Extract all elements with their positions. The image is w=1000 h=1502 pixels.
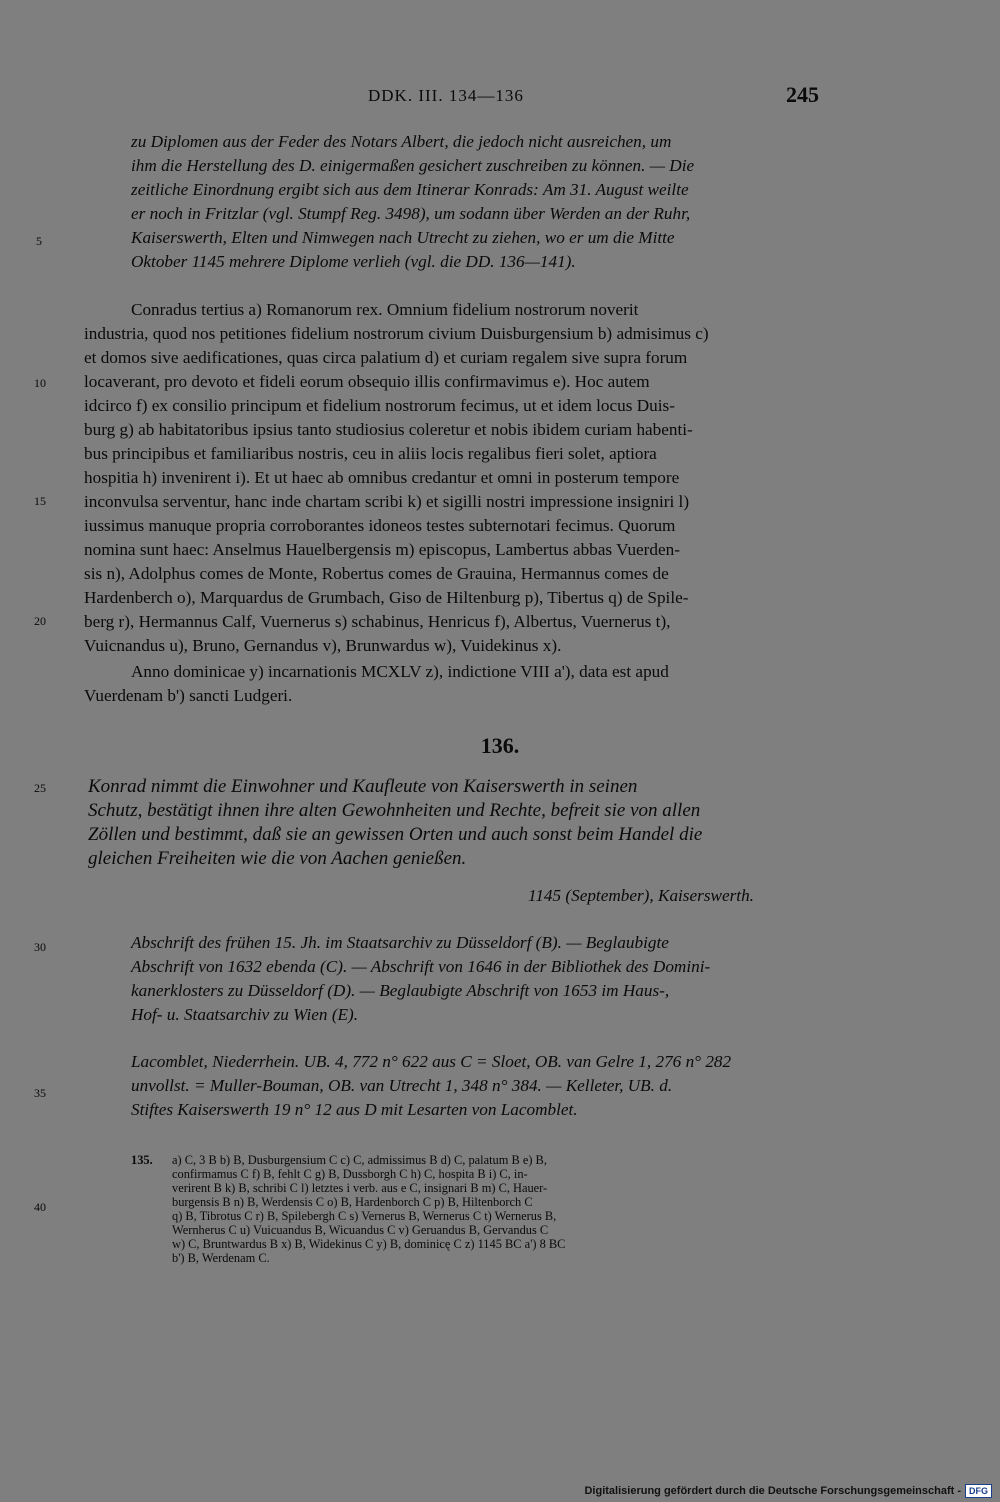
line-number: 40 — [34, 1200, 46, 1214]
text-line: Conradus tertius a) Romanorum rex. Omnium fidelium nostrorum noverit — [131, 300, 639, 319]
intro-line: zeitliche Einordnung ergibt sich aus dem Itinerar Konrads: Am 31. August weilte — [131, 180, 689, 199]
intro-line: er noch in Fritzlar (vgl. Stumpf Reg. 3498), um sodann über Werden an der Ruhr, — [131, 204, 691, 223]
text-line: locaverant, pro devoto et fideli eorum obsequio illis confirmavimus e). Hoc autem — [84, 372, 650, 391]
footnote-line: a) C, 3 B b) B, Dusburgensium C c) C, admissimus B d) C, palatum B e) B, — [172, 1153, 547, 1167]
line-number: 30 — [34, 940, 46, 954]
regest-line: gleichen Freiheiten wie die von Aachen genießen. — [88, 848, 467, 869]
text-line: inconvulsa serventur, hanc inde chartam scribi k) et sigilli nostri impressione insigniri l) — [84, 492, 690, 511]
text-line: burg g) ab habitatoribus ipsius tanto studiosius coleretur et nobis ibidem curiam habenti- — [84, 420, 693, 439]
tradition-line: Abschrift von 1632 ebenda (C). — Abschrift von 1646 in der Bibliothek des Domini- — [131, 957, 711, 976]
intro-line: Kaiserswerth, Elten und Nimwegen nach Utrecht zu ziehen, wo er um die Mitte — [131, 228, 675, 247]
anno-line: Anno dominicae y) incarnationis MCXLV z), indictione VIII a'), data est apud — [131, 662, 669, 681]
line-number: 15 — [34, 494, 46, 508]
digitization-footer — [584, 1484, 992, 1498]
literature-line: Lacomblet, Niederrhein. UB. 4, 772 n° 622 aus C = Sloet, OB. van Gelre 1, 276 n° 282 — [131, 1052, 732, 1071]
tradition-line: Hof- u. Staatsarchiv zu Wien (E). — [131, 1005, 359, 1024]
text-line: bus principibus et familiaribus nostris, ceu in aliis locis regalibus fieri solet, aptiora — [84, 444, 657, 463]
text-line: berg r), Hermannus Calf, Vuernerus s) schabinus, Henricus f), Albertus, Vuernerus t), — [84, 612, 671, 631]
tradition-line: kanerklosters zu Düsseldorf (D). — Beglaubigte Abschrift von 1653 im Haus-, — [131, 981, 670, 1000]
footnote-line: b') B, Werdenam C. — [172, 1251, 270, 1265]
text-line: nomina sunt haec: Anselmus Hauelbergensis m) episcopus, Lambertus abbas Vuerden- — [84, 540, 680, 559]
line-number: 35 — [34, 1086, 46, 1100]
document-number: 136. — [480, 733, 520, 758]
intro-line: Oktober 1145 mehrere Diplome verlieh (vgl. die DD. 136—141). — [131, 252, 576, 271]
dating-line: 1145 (September), Kaiserswerth. — [528, 886, 754, 905]
literature-line: unvollst. = Muller-Bouman, OB. van Utrecht 1, 348 n° 384. — Kelleter, UB. d. — [131, 1076, 673, 1095]
footnote-line: confirmamus C f) B, fehlt C g) B, Dussborgh C h) C, hospita B i) C, in- — [172, 1167, 528, 1181]
footnote-line: q) B, Tibrotus C r) B, Spilebergh C s) Vernerus B, Wernerus C t) Wernerus B, — [172, 1209, 557, 1223]
line-number: 5 — [36, 234, 42, 248]
footnote-line: verirent B k) B, schribi C l) letztes i verb. aus e C, insignari B m) C, Hauer- — [172, 1181, 548, 1195]
footnote-label: 135. — [131, 1153, 153, 1167]
dfg-logo-icon[interactable]: DFG — [965, 1484, 992, 1498]
footnote-line: Wernherus C u) Vuicuandus B, Wicuandus C v) Geruandus B, Gervandus C — [172, 1223, 549, 1237]
text-line: et domos sive aedificationes, quas circa palatium d) et curiam regalem sive supra forum — [84, 348, 688, 367]
line-number: 25 — [34, 781, 46, 795]
regest-line: Konrad nimmt die Einwohner und Kaufleute von Kaiserswerth in seinen — [88, 776, 638, 797]
footer-text: Digitalisierung gefördert durch die Deutsche Forschungsgemeinschaft - — [584, 1485, 961, 1497]
regest-line: Schutz, bestätigt ihnen ihre alten Gewohnheiten und Rechte, befreit sie von allen — [88, 800, 701, 821]
intro-line: ihm die Herstellung des D. einigermaßen gesichert zuschreiben zu können. — Die — [131, 156, 695, 175]
running-title: DDK. III. 134—136 — [368, 86, 524, 105]
tradition-line: Abschrift des frühen 15. Jh. im Staatsarchiv zu Düsseldorf (B). — Beglaubigte — [131, 933, 669, 952]
page-header — [0, 82, 1000, 112]
text-line: Vuicnandus u), Bruno, Gernandus v), Brunwardus w), Vuidekinus x). — [84, 636, 562, 655]
line-number: 20 — [34, 614, 46, 628]
regest-line: Zöllen und bestimmt, daß sie an gewissen Orten und auch sonst beim Handel die — [88, 824, 703, 845]
text-line: industria, quod nos petitiones fidelium nostrorum civium Duisburgensium b) admisimus c) — [84, 324, 709, 343]
text-line: sis n), Adolphus comes de Monte, Robertus comes de Grauina, Hermannus comes de — [84, 564, 669, 583]
line-number: 10 — [34, 376, 46, 390]
text-line: hospitia h) invenirent i). Et ut haec ab omnibus credantur et omni in posterum tempore — [84, 468, 680, 487]
text-line: iussimus manuque propria corroborantes idoneos testes subternotari fecimus. Quorum — [84, 516, 676, 535]
literature-line: Stiftes Kaiserswerth 19 n° 12 aus D mit Lesarten von Lacomblet. — [131, 1100, 578, 1119]
anno-line: Vuerdenam b') sancti Ludgeri. — [84, 686, 293, 705]
footnote-line: burgensis B n) B, Werdensis C o) B, Hardenborch C p) B, Hiltenborch C — [172, 1195, 533, 1209]
intro-line: zu Diplomen aus der Feder des Notars Albert, die jedoch nicht ausreichen, um — [131, 132, 672, 151]
page-number: 245 — [786, 82, 819, 107]
footnote-line: w) C, Bruntwardus B x) B, Widekinus C y) B, dominicę C z) 1145 BC a') 8 BC — [172, 1237, 566, 1251]
text-line: Hardenberch o), Marquardus de Grumbach, Giso de Hiltenburg p), Tibertus q) de Spile- — [84, 588, 689, 607]
text-line: idcirco f) ex consilio principum et fidelium nostrorum fecimus, ut et idem locus Duis- — [84, 396, 675, 415]
